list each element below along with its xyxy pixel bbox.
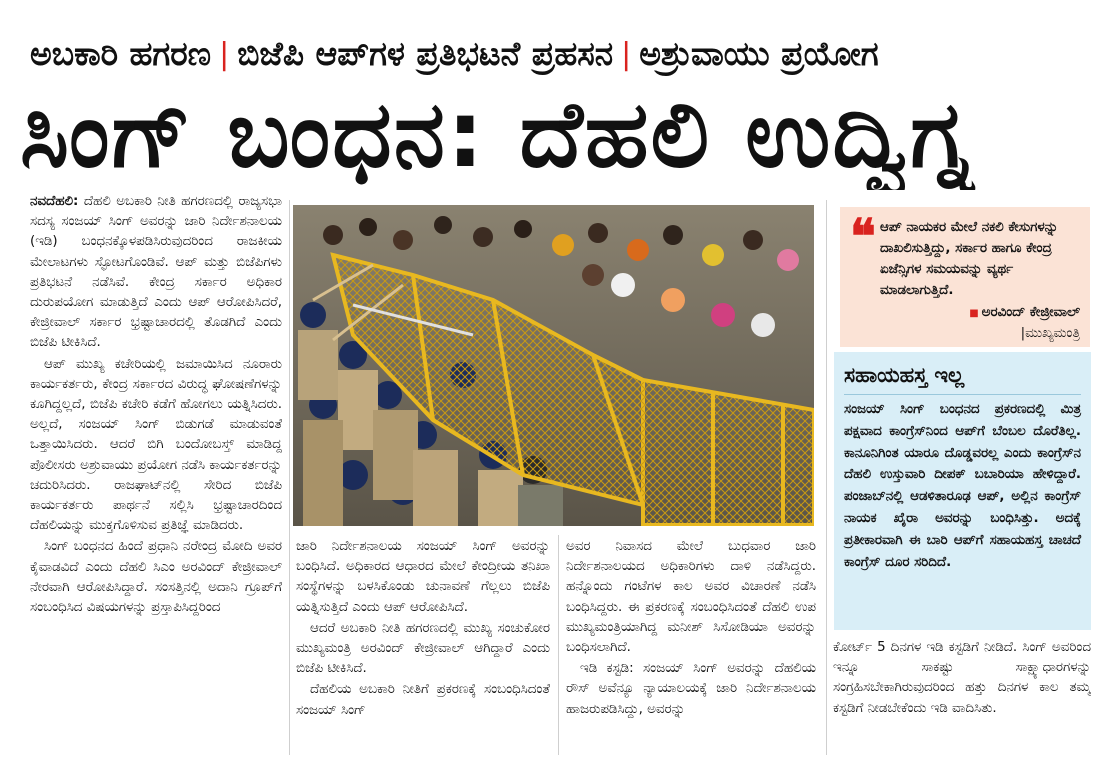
- kicker-line: [30, 32, 1070, 76]
- article-paragraph: [30, 192, 282, 354]
- quote-text: ಆಪ್ ನಾಯಕರ ಮೇಲೆ ನಕಲಿ ಕೇಸುಗಳನ್ನು ದಾಖಲಿಸುತ್ತಿದ್ದು, ಸರ್ಕಾರ ಹಾಗೂ ಕೇಂದ್ರ ಏಜೆನ್ಸಿಗಳ ಸಮಯವನ್ನು ವ್ಯರ್ಥ ಮಾಡಲಾಗುತ್ತಿದೆ.: [880, 220, 1059, 298]
- kicker-separator-2: |: [621, 36, 632, 72]
- article-column-1: [30, 192, 282, 758]
- kicker-topic-3: ಅಶ್ರುವಾಯು ಪ್ರಯೋಗ: [639, 34, 879, 73]
- article-paragraph: ಸಿಂಗ್ ಬಂಧನದ ಹಿಂದೆ ಪ್ರಧಾನಿ ನರೇಂದ್ರ ಮೋದಿ ಅವರ ಕೈವಾಡವಿದೆ ಎಂದು ದೆಹಲಿ ಸಿಎಂ ಅರವಿಂದ್ ಕೇಜ್ರೀವಾಲ್ ನೇರವಾಗಿ ಆರೋಪಿಸಿದ್ದಾರೆ. ಸಂಸತ್ತಿನಲ್ಲಿ ಅದಾನಿ ಗ್ರೂಪ್‌ಗೆ ಸಂಬಂಧಿಸಿದ ವಿಷಯಗಳನ್ನು ಪ್ರಸ್ತಾಪಿಸಿದ್ದರಿಂದ: [30, 539, 282, 616]
- pull-quote: [840, 207, 1090, 347]
- previous-section-banner: [0, 0, 1097, 14]
- sidebar-body: ಸಂಜಯ್ ಸಿಂಗ್ ಬಂಧನದ ಪ್ರಕರಣದಲ್ಲಿ ಮಿತ್ರ ಪಕ್ಷವಾದ ಕಾಂಗ್ರೆಸ್‌ನಿಂದ ಆಪ್‌ಗೆ ಬೆಂಬಲ ದೊರೆತಿಲ್ಲ. ಕಾನೂನಿಗಿಂತ ಯಾರೂ ದೊಡ್ಡವರಲ್ಲ ಎಂದು ಕಾಂಗ್ರೆಸ್‌ನ ದೆಹಲಿ ಉಸ್ತುವಾರಿ ದೀಪಕ್ ಬಬಾರಿಯಾ ಹೇಳಿದ್ದಾರೆ. ಪಂಜಾಬ್‌ನಲ್ಲಿ ಆಡಳಿತಾರೂಢ ಆಪ್, ಅಲ್ಲಿನ ಕಾಂಗ್ರೆಸ್ ನಾಯಕ ಖೈರಾ ಅವರನ್ನು ಬಂಧಿಸಿತ್ತು. ಅದಕ್ಕೆ ಪ್ರತೀಕಾರವಾಗಿ ಈ ಬಾರಿ ಆಪ್‌ಗೆ ಸಹಾಯಹಸ್ತ ಚಾಚದೆ ಕಾಂಗ್ರೆಸ್ ದೂರ ಸರಿದಿದೆ.: [844, 402, 1081, 570]
- article-paragraph: ಕೋರ್ಟ್ 5 ದಿನಗಳ ಇಡಿ ಕಸ್ಟಡಿಗೆ ನೀಡಿದೆ. ಸಿಂಗ್ ಅವರಿಂದ ಇನ್ನೂ ಸಾಕಷ್ಟು ಸಾಕ್ಷ್ಯಾಧಾರಗಳನ್ನು ಸಂಗ್ರಹಿಸಬೇಕಾಗಿರುವುದರಿಂದ ಹತ್ತು ದಿನಗಳ ಕಾಲ ತಮ್ಮ ಕಸ್ಟಡಿಗೆ ನೀಡಬೇಕೆಂದು ಇಡಿ ವಾದಿಸಿತು.: [833, 640, 1091, 716]
- article-paragraph: ಅವರ ನಿವಾಸದ ಮೇಲೆ ಬುಧವಾರ ಜಾರಿ ನಿರ್ದೇಶನಾಲಯದ ಅಧಿಕಾರಿಗಳು ದಾಳಿ ನಡೆಸಿದ್ದರು. ಹನ್ನೊಂದು ಗಂಟೆಗಳ ಕಾಲ ಅವರ ವಿಚಾರಣೆ ನಡೆಸಿ ಬಂಧಿಸಿದ್ದರು. ಈ ಪ್ರಕರಣಕ್ಕೆ ಸಂಬಂಧಿಸಿದಂತೆ ದೆಹಲಿ ಉಪ ಮುಖ್ಯಮಂತ್ರಿಯಾಗಿದ್ದ ಮನೀಶ್ ಸಿಸೋಡಿಯಾ ಅವರನ್ನು ಬಂಧಿಸಲಾಗಿದೆ.: [566, 539, 816, 656]
- role-separator: |: [1020, 326, 1026, 341]
- article-text: ದೆಹಲಿ ಅಬಕಾರಿ ನೀತಿ ಹಗರಣದಲ್ಲಿ ರಾಜ್ಯಸಭಾ ಸದಸ್ಯ ಸಂಜಯ್ ಸಿಂಗ್ ಅವರನ್ನು ಜಾರಿ ನಿರ್ದೇಶನಾಲಯ (ಇಡಿ) ಬಂಧನಕ್ಕೊಳಪಡಿಸಿರುವುದರಿಂದ ರಾಜಕೀಯ ಮೇಲಾಟಗಳು ಸ್ಫೋಟಗೊಂಡಿವೆ. ಆಪ್ ಮತ್ತು ಬಿಜೆಪಿಗಳು ಪ್ರತಿಭಟನೆ ನಡೆಸಿವೆ. ಕೇಂದ್ರ ಸರ್ಕಾರ ಅಧಿಕಾರ ದುರುಪಯೋಗ ಮಾಡುತ್ತಿದೆ ಎಂದು ಆಪ್ ಆರೋಪಿಸಿದರೆ, ಕೇಜ್ರೀವಾಲ್ ಸರ್ಕಾರ ಭ್ರಷ್ಟಾಚಾರದಲ್ಲಿ ತೊಡಗಿದೆ ಎಂದು ಬಿಜೆಪಿ ಟೀಕಿಸಿದೆ.: [30, 194, 282, 351]
- quote-attribution: [880, 303, 1080, 324]
- quote-mark-icon: ❝: [850, 209, 876, 265]
- sidebar-title: ಸಹಾಯಹಸ್ತ ಇಲ್ಲ: [844, 360, 1081, 395]
- sidebar-box: [834, 352, 1091, 630]
- dateline: ನವದೆಹಲಿ:: [30, 194, 79, 209]
- article-column-3: [566, 537, 816, 757]
- kicker-separator-1: |: [219, 36, 230, 72]
- kicker-topic-2: ಬಿಜೆಪಿ ಆಪ್‌ಗಳ ಪ್ರತಿಭಟನೆ ಪ್ರಹಸನ: [237, 34, 614, 73]
- article-paragraph: ಜಾರಿ ನಿರ್ದೇಶನಾಲಯ ಸಂಜಯ್ ಸಿಂಗ್ ಅವರನ್ನು ಬಂಧಿಸಿದೆ. ಅಧಿಕಾರದ ಆಧಾರದ ಮೇಲೆ ಕೇಂದ್ರೀಯ ತನಿಖಾ ಸಂಸ್ಥೆಗಳನ್ನು ಬಳಸಿಕೊಂಡು ಚುನಾವಣೆ ಗೆಲ್ಲಲು ಬಿಜೆಪಿ ಯತ್ನಿಸುತ್ತಿದೆ ಎಂದು ಆಪ್ ಆರೋಪಿಸಿದೆ.: [296, 539, 550, 615]
- article-column-4: [833, 638, 1091, 758]
- kicker-topic-1: ಅಬಕಾರಿ ಹಗರಣ: [30, 34, 212, 73]
- column-divider: [558, 535, 559, 755]
- column-divider: [289, 200, 290, 755]
- article-paragraph: ಇಡಿ ಕಸ್ಟಡಿ: ಸಂಜಯ್ ಸಿಂಗ್ ಅವರನ್ನು ದೆಹಲಿಯ ರೌಸ್ ಅವೆನ್ಯೂ ನ್ಯಾಯಾಲಯಕ್ಕೆ ಜಾರಿ ನಿರ್ದೇಶನಾಲಯ ಹಾಜರುಪಡಿಸಿದ್ದು, ಅವರನ್ನು: [566, 661, 816, 717]
- article-paragraph: ಆಪ್ ಮುಖ್ಯ ಕಚೇರಿಯಲ್ಲಿ ಜಮಾಯಿಸಿದ ನೂರಾರು ಕಾರ್ಯಕರ್ತರು, ಕೇಂದ್ರ ಸರ್ಕಾರದ ವಿರುದ್ಧ ಘೋಷಣೆಗಳನ್ನು ಕೂಗಿದ್ದಲ್ಲದೆ, ಬಿಜೆಪಿ ಕಚೇರಿ ಕಡೆಗೆ ಹೋಗಲು ಯತ್ನಿಸಿದರು. ಅಲ್ಲದೆ, ಸಂಜಯ್ ಸಿಂಗ್ ಬಿಡುಗಡೆ ಮಾಡುವಂತೆ ಒತ್ತಾಯಿಸಿದರು. ಆದರೆ ಬಿಗಿ ಬಂದೋಬಸ್ತ್ ಮಾಡಿದ್ದ ಪೊಲೀಸರು ಅಶ್ರುವಾಯು ಪ್ರಯೋಗ ನಡೆಸಿ ಕಾರ್ಯಕರ್ತರನ್ನು ಚದುರಿಸಿದರು. ರಾಜಘಾಟ್‌ನಲ್ಲಿ ಸೇರಿದ ಬಿಜೆಪಿ ಕಾರ್ಯಕರ್ತರು ಪಾರ್ಥನೆ ಸಲ್ಲಿಸಿ ಭ್ರಷ್ಟಾಚಾರದಿಂದ ದೆಹಲಿಯನ್ನು ಮುಕ್ತಗೊಳಿಸುವ ಪ್ರತಿಜ್ಞೆ ಮಾಡಿದರು.: [30, 356, 282, 534]
- quote-author-role: [880, 324, 1080, 344]
- column-divider: [826, 200, 827, 755]
- protest-photo-illustration: [293, 205, 814, 526]
- article-column-2: [296, 537, 550, 757]
- article-paragraph: ಆದರೆ ಅಬಕಾರಿ ನೀತಿ ಹಗರಣದಲ್ಲಿ ಮುಖ್ಯ ಸಂಚುಕೋರ ಮುಖ್ಯಮಂತ್ರಿ ಅರವಿಂದ್ ಕೇಜ್ರೀವಾಲ್ ಆಗಿದ್ದಾರೆ ಎಂದು ಬಿಜೆಪಿ ಟೀಕಿಸಿದೆ.: [296, 620, 550, 677]
- square-bullet-icon: ■: [969, 308, 979, 319]
- quote-author: ಅರವಿಂದ್ ಕೇಜ್ರೀವಾಲ್: [981, 305, 1080, 320]
- quote-role-text: ಮುಖ್ಯಮಂತ್ರಿ: [1025, 326, 1080, 341]
- protest-photo: [293, 205, 814, 526]
- main-headline: ಸಿಂಗ್ ಬಂಧನ: ದೆಹಲಿ ಉದ್ವಿಗ್ನ: [20, 81, 975, 188]
- article-paragraph: ದೆಹಲಿಯ ಅಬಕಾರಿ ನೀತಿಗೆ ಪ್ರಕರಣಕ್ಕೆ ಸಂಬಂಧಿಸಿದಂತೆ ಸಂಜಯ್ ಸಿಂಗ್: [296, 682, 550, 718]
